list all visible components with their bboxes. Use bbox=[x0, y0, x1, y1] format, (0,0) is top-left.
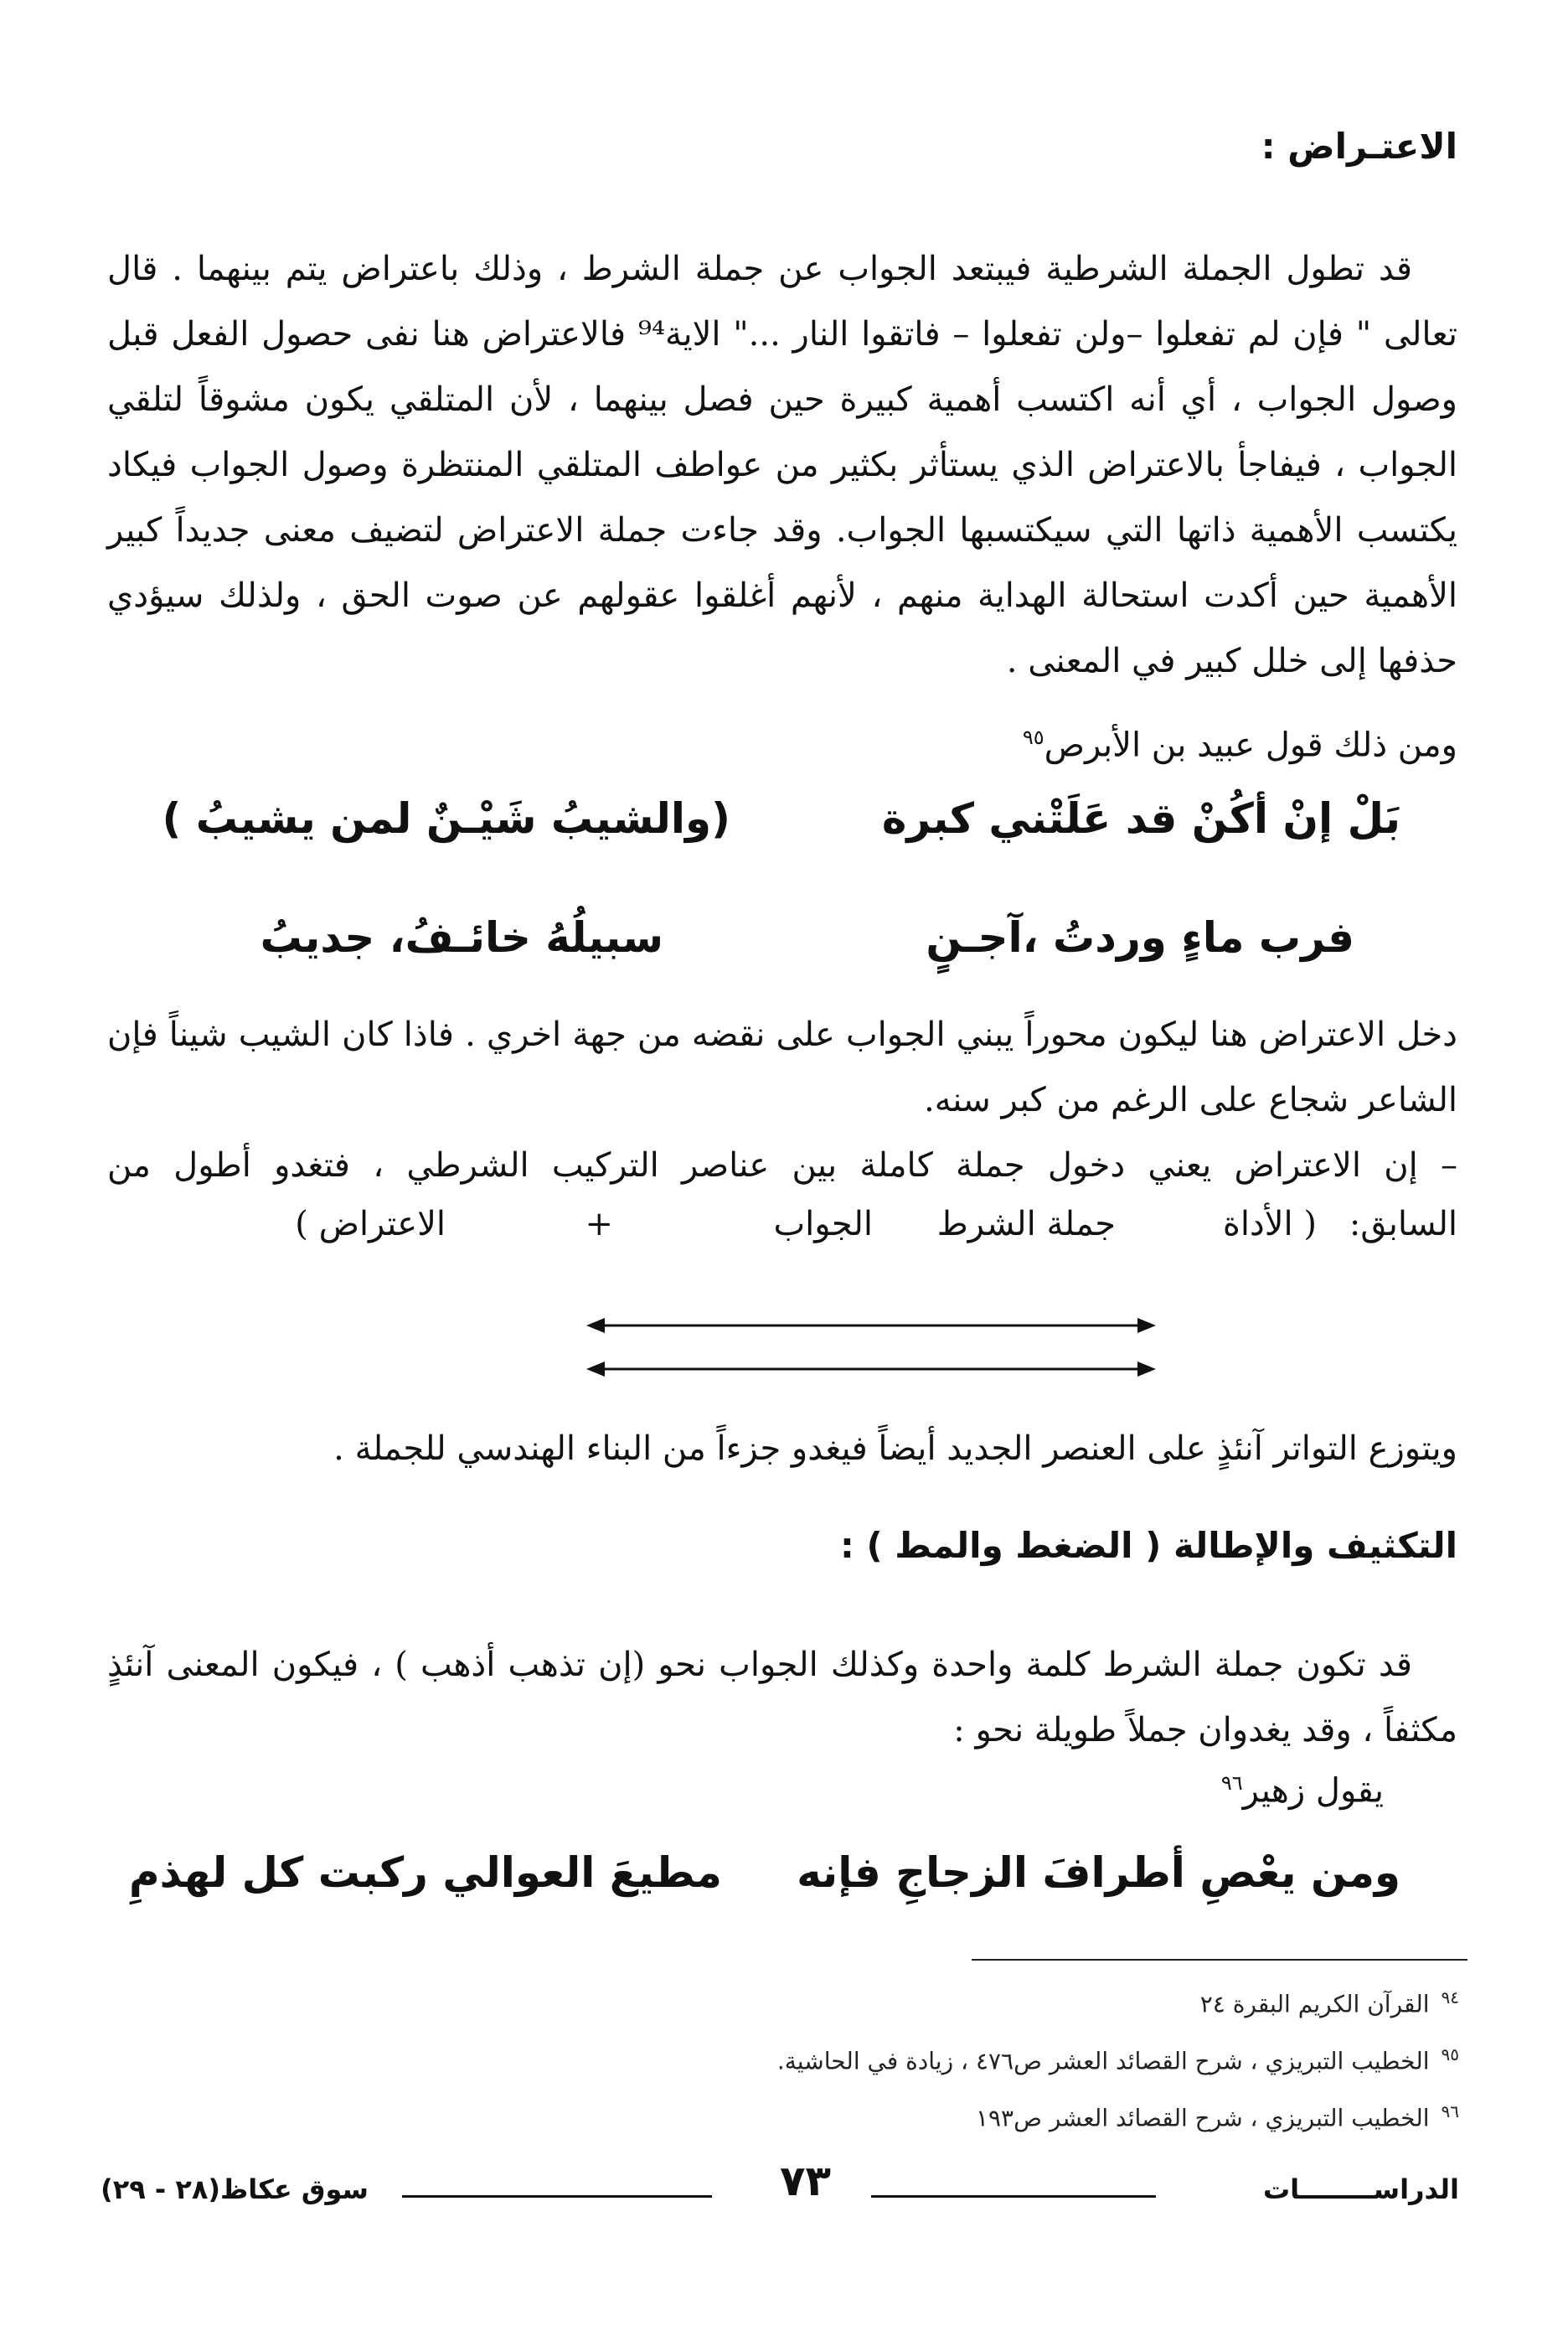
paragraph-interjection-analysis: دخل الاعتراض هنا ليكون محوراً يبني الجواب على نقضه من جهة اخري . فاذا كان الشيب شيناً فإن الشاعر شجاع على الرغم من كبر سنه. bbox=[107, 1015, 1457, 1119]
section-heading-interjection: الاعتـراض : bbox=[1261, 126, 1457, 167]
footnote-96 bbox=[976, 2101, 1459, 2132]
quote-intro-line bbox=[1023, 726, 1457, 764]
footnote-ref-96: ٩٦ bbox=[1220, 1771, 1243, 1795]
page-number: ٧٣ bbox=[779, 2157, 831, 2205]
paragraph-interjection-intro: قد تطول الجملة الشرطية فيبتعد الجواب عن جملة الشرط ، وذلك باعتراض يتم بينهما . قال تعالى " فإن لم تفعلوا –ولن تفعلوا – فاتقوا النار ..." الاية⁹⁴ فالاعتراض هنا نفى حصول الفعل قبل وصول الجواب ، أي أنه اكتسب أهمية كبيرة حين فصل بينهما ، لأن المتلقي يكون مشوقاً لتلقي الجواب ، فيفاجأ بالاعتراض الذي يستأثر بكثير من عواطف المتلقي المنتظرة وصول الجواب فيكاد يكتسب الأهمية ذاتها التي سيكتسبها الجواب. وقد جاءت جملة الاعتراض لتضيف معنى جديداً كبير الأهمية حين أكدت استحالة الهداية منهم ، لأنهم أغلقوا عقولهم عن صوت الحق ، ولذلك سيؤدي حذفها إلى خلل كبير في المعنى . bbox=[107, 250, 1457, 680]
double-arrow-upper bbox=[586, 1315, 1156, 1336]
paragraph-interjection-definition: – إن الاعتراض يعني دخول جملة كاملة بين عناصر التركيب الشرطي ، فتغدو أطول من bbox=[107, 1146, 1457, 1185]
footnote-number: ٩٤ bbox=[1441, 1987, 1459, 2008]
verse-2-left-hemistich: سبيلُهُ خائـفُ، جديبُ bbox=[260, 913, 663, 962]
footnote-text: الخطيب التبريزي ، شرح القصائد العشر ص٤٧٦ ، زيادة في الحاشية. bbox=[776, 2047, 1430, 2075]
formula-answer: الجواب bbox=[773, 1205, 873, 1243]
footnote-95 bbox=[777, 2044, 1459, 2075]
quote2-intro-text: يقول زهير bbox=[1242, 1771, 1384, 1811]
footer-journal-issue: سوق عكاظ(٢٨ - ٢٩) bbox=[101, 2173, 369, 2205]
verse-3-left-hemistich: مطيعَ العوالي ركبت كل لهذمِ bbox=[128, 1848, 722, 1897]
section-heading-condensation: التكثيف والإطالة ( الضغط والمط ) : bbox=[840, 1525, 1457, 1566]
paragraph-condensation: قد تكون جملة الشرط كلمة واحدة وكذلك الجواب نحو (إن تذهب أذهب ) ، فيكون المعنى آنئذٍ مكثفاً ، وقد يغدوان جملاً طويلة نحو : bbox=[107, 1646, 1457, 1749]
formula-condition: جملة الشرط bbox=[936, 1205, 1116, 1243]
formula-label: السابق: bbox=[1349, 1205, 1457, 1243]
formula-interjection: الاعتراض ) bbox=[295, 1205, 446, 1243]
footnote-text: القرآن الكريم البقرة ٢٤ bbox=[1199, 1990, 1430, 2018]
verse-1-left-hemistich: (والشيبُ شَيْـنٌ لمن يشيبُ ) bbox=[162, 794, 730, 843]
verse-3-right-hemistich: ومن يعْصِ أطرافَ الزجاجِ فإنه bbox=[797, 1848, 1400, 1897]
paragraph-distribution: ويتوزع التواتر آنئذٍ على العنصر الجديد أيضاً فيغدو جزءاً من البناء الهندسي للجملة . bbox=[333, 1429, 1457, 1468]
quote2-intro-line bbox=[1221, 1771, 1384, 1810]
footer-rule-left bbox=[402, 2195, 712, 2198]
footnote-number: ٩٦ bbox=[1441, 2101, 1459, 2121]
footnote-ref-95: ٩٥ bbox=[1022, 726, 1044, 749]
footer-journal-section: الدراســــــــات bbox=[1263, 2173, 1459, 2205]
footnote-94 bbox=[1200, 1987, 1459, 2018]
quote-intro-text: ومن ذلك قول عبيد بن الأبرص bbox=[1044, 726, 1457, 765]
footnote-separator bbox=[972, 1959, 1467, 1961]
verse-2-right-hemistich: فرب ماءٍ وردتُ ،آجـنٍ bbox=[926, 913, 1354, 962]
formula-plus: + bbox=[585, 1205, 613, 1243]
footnote-text: الخطيب التبريزي ، شرح القصائد العشر ص١٩٣ bbox=[975, 2104, 1430, 2132]
footnote-number: ٩٥ bbox=[1441, 2044, 1459, 2064]
footer-rule-right bbox=[871, 2195, 1156, 2198]
formula-tool: ( الأداة bbox=[1222, 1205, 1317, 1243]
verse-1-right-hemistich: بَلْ إنْ أكُنْ قد عَلَتْني كبرة bbox=[881, 794, 1400, 843]
double-arrow-lower bbox=[586, 1359, 1156, 1379]
